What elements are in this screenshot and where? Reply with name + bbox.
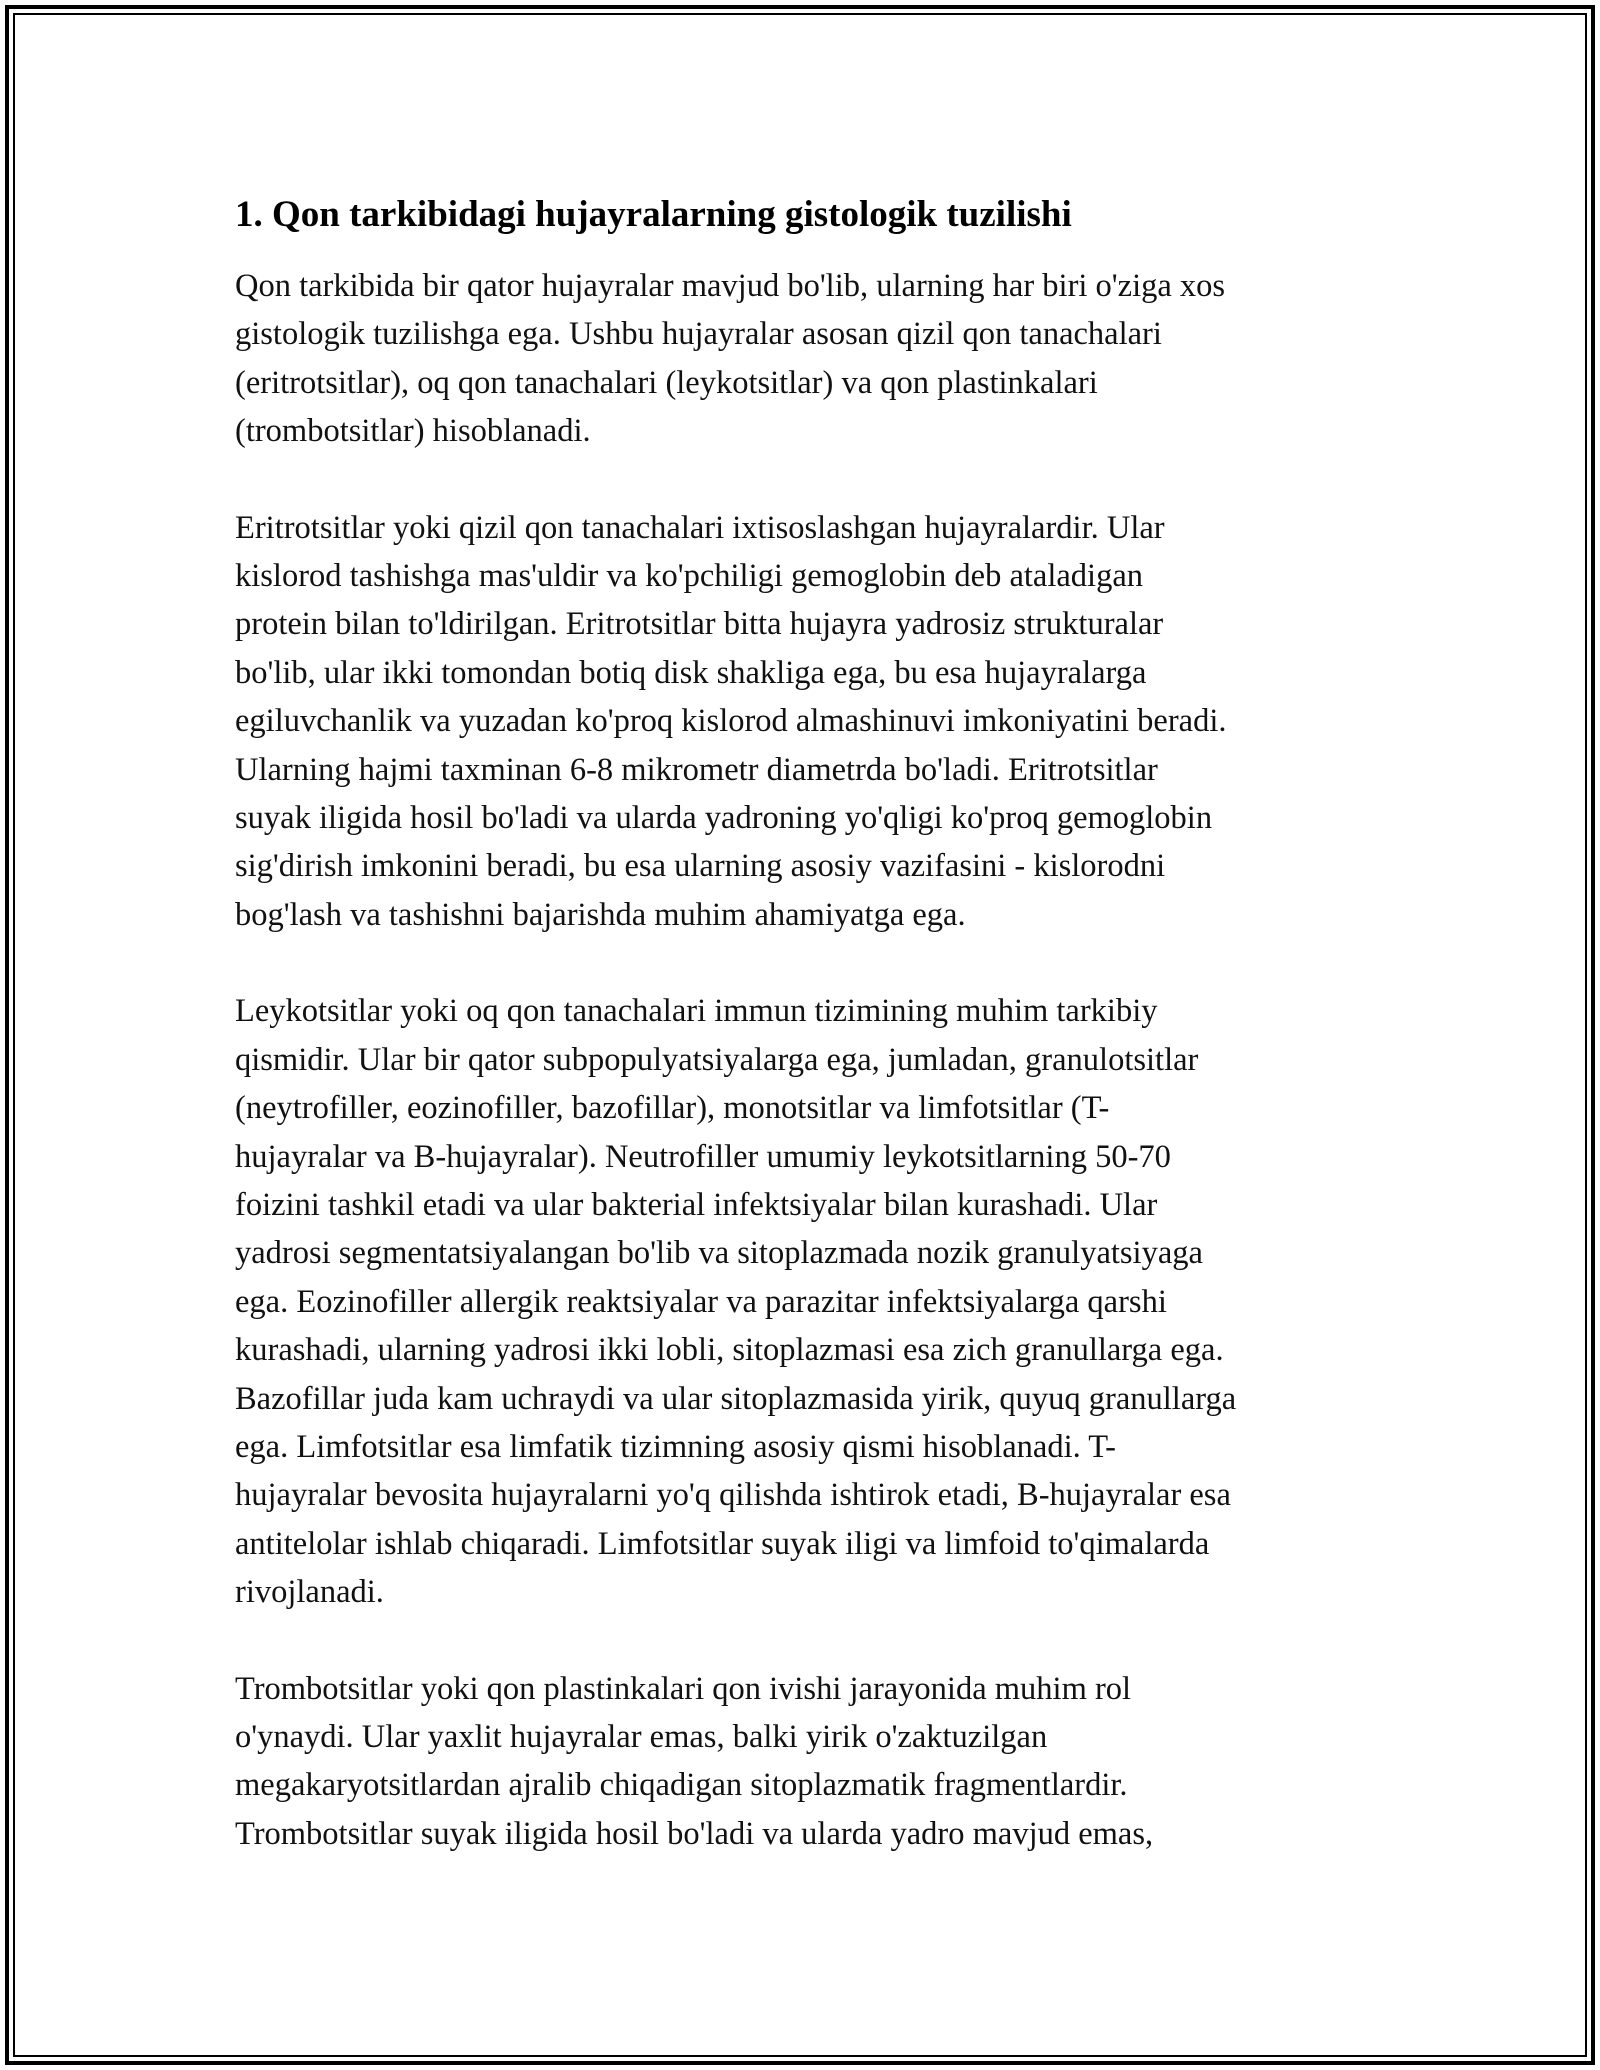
text-line: Bazofillar juda kam uchraydi va ular sitoplazmasida yirik, quyuq granullarga bbox=[235, 1380, 1237, 1417]
document-body bbox=[235, 262, 1375, 1858]
text-line: egiluvchanlik va yuzadan ko'proq kislorod almashinuvi imkoniyatini beradi. bbox=[235, 703, 1227, 740]
text-line: (eritrotsitlar), oq qon tanachalari (leykotsitlar) va qon plastinkalari bbox=[235, 364, 1098, 401]
text-line: yadrosi segmentatsiyalangan bo'lib va sitoplazmada nozik granulyatsiyaga bbox=[235, 1235, 1203, 1272]
document-page bbox=[235, 190, 1375, 1906]
text-line: bo'lib, ular ikki tomondan botiq disk shakliga ega, bu esa hujayralarga bbox=[235, 654, 1147, 691]
text-line: megakaryotsitlardan ajralib chiqadigan sitoplazmatik fragmentlardir. bbox=[235, 1767, 1128, 1804]
text-line: Qon tarkibida bir qator hujayralar mavjud bo'lib, ularning har biri o'ziga xos bbox=[235, 268, 1226, 304]
section-heading: 1. Qon tarkibidagi hujayralarning gistologik tuzilishi bbox=[235, 194, 1072, 235]
text-line: protein bilan to'ldirilgan. Eritrotsitlar bitta hujayra yadrosiz strukturalar bbox=[235, 606, 1164, 643]
text-line: o'ynaydi. Ular yaxlit hujayralar emas, balki yirik o'zaktuzilgan bbox=[235, 1718, 1048, 1755]
text-line: hujayralar va B-hujayralar). Neutrofiller umumiy leykotsitlarning 50-70 bbox=[235, 1138, 1171, 1175]
body-paragraph bbox=[235, 1665, 1375, 1859]
text-line: kislorod tashishga mas'uldir va ko'pchiligi gemoglobin deb ataladigan bbox=[235, 558, 1144, 595]
text-line: (trombotsitlar) hisoblanadi. bbox=[235, 413, 591, 450]
text-line: antitelolar ishlab chiqaradi. Limfotsitlar suyak iligi va limfoid to'qimalarda bbox=[235, 1525, 1210, 1562]
text-line: sig'dirish imkonini beradi, bu esa ularning asosiy vazifasini - kislorodni bbox=[235, 848, 1166, 885]
text-line: kurashadi, ularning yadrosi ikki lobli, sitoplazmasi esa zich granullarga ega. bbox=[235, 1332, 1224, 1369]
text-line: gistologik tuzilishga ega. Ushbu hujayralar asosan qizil qon tanachalari bbox=[235, 316, 1162, 353]
body-paragraph bbox=[235, 987, 1375, 1616]
body-paragraph bbox=[235, 262, 1375, 456]
text-line: Ularning hajmi taxminan 6-8 mikrometr diametrda bo'ladi. Eritrotsitlar bbox=[235, 751, 1158, 788]
text-line: foizini tashkil etadi va ular bakterial infektsiyalar bilan kurashadi. Ular bbox=[235, 1186, 1158, 1223]
text-line: rivojlanadi. bbox=[235, 1574, 384, 1611]
text-line: (neytrofiller, eozinofiller, bazofillar), monotsitlar va limfotsitlar (T- bbox=[235, 1090, 1110, 1127]
text-line: ega. Eozinofiller allergik reaktsiyalar va parazitar infektsiyalarga qarshi bbox=[235, 1283, 1167, 1320]
text-line: Trombotsitlar suyak iligida hosil bo'ladi va ularda yadro mavjud emas, bbox=[235, 1815, 1154, 1852]
text-line: Leykotsitlar yoki oq qon tanachalari immun tizimining muhim tarkibiy bbox=[235, 993, 1158, 1030]
text-line: hujayralar bevosita hujayralarni yo'q qilishda ishtirok etadi, B-hujayralar esa bbox=[235, 1477, 1231, 1514]
text-line: Trombotsitlar yoki qon plastinkalari qon ivishi jarayonida muhim rol bbox=[235, 1670, 1132, 1707]
text-line: qismidir. Ular bir qator subpopulyatsiyalarga ega, jumladan, granulotsitlar bbox=[235, 1041, 1199, 1078]
text-line: ega. Limfotsitlar esa limfatik tizimning asosiy qismi hisoblanadi. T- bbox=[235, 1428, 1116, 1465]
body-paragraph bbox=[235, 504, 1375, 940]
text-line: suyak iligida hosil bo'ladi va ularda yadroning yo'qligi ko'proq gemoglobin bbox=[235, 800, 1213, 837]
text-line: bog'lash va tashishni bajarishda muhim ahamiyatga ega. bbox=[235, 896, 966, 933]
text-line: Eritrotsitlar yoki qizil qon tanachalari ixtisoslashgan hujayralardir. Ular bbox=[235, 509, 1165, 546]
